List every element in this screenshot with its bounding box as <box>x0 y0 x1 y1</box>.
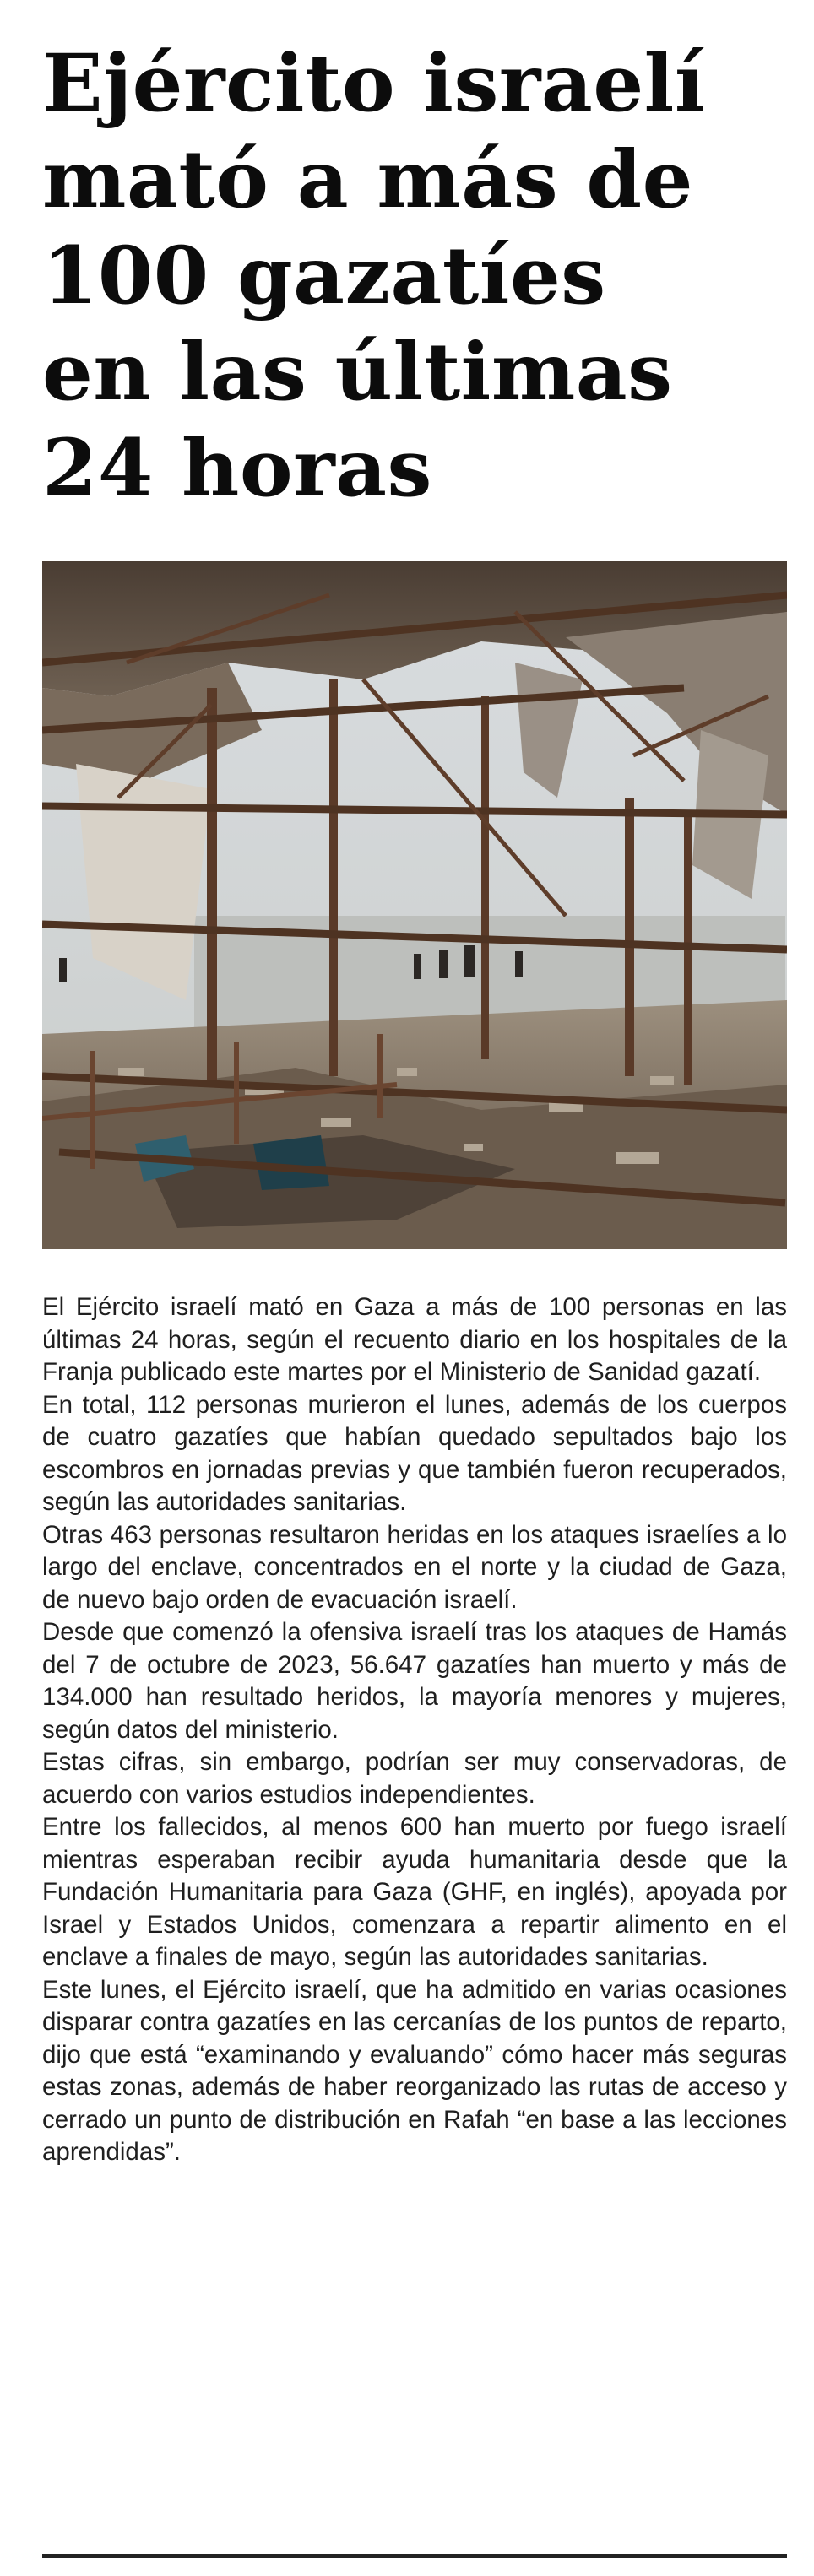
article-body <box>42 1291 787 2169</box>
headline-line: mató a más de <box>42 133 693 226</box>
article-paragraph: Entre los fallecidos, al menos 600 han muerto por fuego israelí mientras esperaban recibir ayuda humanitaria desde que la Fundación Humanitaria para Gaza (GHF, en inglés), apoyada por Israel y Estados Unidos, comenzara a repartir alimento en el enclave a finales de mayo, según las autoridades sanitarias. <box>42 1813 787 1971</box>
article-paragraph: Este lunes, el Ejército israelí, que ha admitido en varias ocasiones disparar contra gazatíes en las cercanías de los puntos de reparto, dijo que está “examinando y evaluando” cómo hacer más seguras estas zonas, además de haber reorganizado las rutas de acceso y cerrado un punto de distribución en Rafah “en base a las lecciones aprendidas”. <box>42 1975 787 2166</box>
headline-line: 100 gazatíes <box>42 230 606 322</box>
headline-line: 24 horas <box>42 422 432 515</box>
headline <box>42 35 785 517</box>
headline-line: en las últimas <box>42 326 673 419</box>
article-paragraph: Otras 463 personas resultaron heridas en los ataques israelíes a lo largo del enclave, concentrados en el norte y la ciudad de Gaza, de nuevo bajo orden de evacuación israelí. <box>42 1520 787 1614</box>
article-paragraph: Estas cifras, sin embargo, podrían ser muy conservadoras, de acuerdo con varios estudios independientes. <box>42 1748 787 1809</box>
article-photo <box>42 561 787 1249</box>
article-paragraph: En total, 112 personas murieron el lunes, además de los cuerpos de cuatro gazatíes que habían quedado sepultados bajo los escombros en jornadas previas y que también fueron recuperados, según las autoridades sanitarias. <box>42 1390 787 1516</box>
article-paragraph: El Ejército israelí mató en Gaza a más de 100 personas en las últimas 24 horas, según el recuento diario en los hospitales de la Franja publicado este martes por el Ministerio de Sanidad gazatí. <box>42 1293 787 1386</box>
bottom-divider <box>42 2554 787 2558</box>
destroyed-building-photo <box>42 561 787 1249</box>
article-paragraph: Desde que comenzó la ofensiva israelí tras los ataques de Hamás del 7 de octubre de 2023, 56.647 gazatíes han muerto y más de 134.000 han resultado heridos, la mayoría menores y mujeres, según datos del ministerio. <box>42 1618 787 1744</box>
headline-line: Ejército israelí <box>42 37 706 130</box>
